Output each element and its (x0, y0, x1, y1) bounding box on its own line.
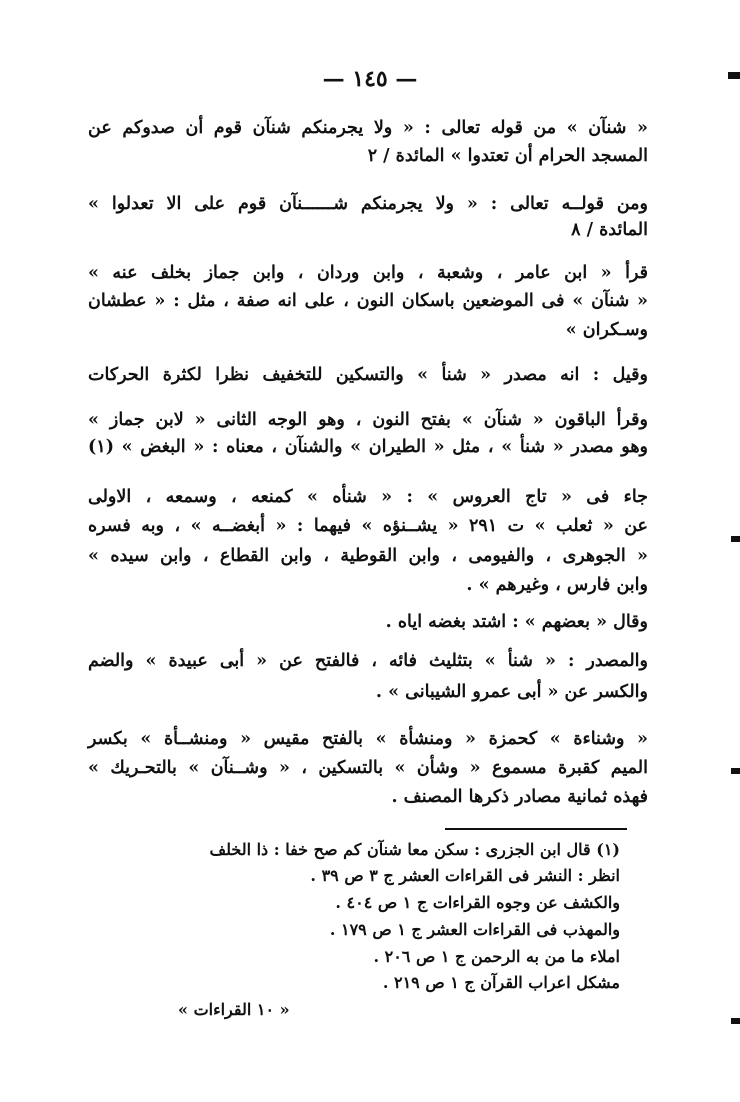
body-line: وقرأ الباقون « شنآن » بفتح النون ، وهو الوجه الثانى « لابن جماز » (88, 410, 648, 430)
page-number: — ١٤٥ — (322, 66, 418, 92)
body-line: جاء فى « تاج العروس » : « شنأه » كمنعه ، وسمعه ، الاولى (88, 487, 648, 507)
body-line: « وشناءة » كحمزة « ومنشأة » بالفتح مقيس « ومنشــأة » بكسر (88, 729, 648, 749)
footnote-line: مشكل اعراب القرآن ج ١ ص ٢١٩ . (382, 973, 620, 992)
footnote-line: املاء ما من به الرحمن ج ١ ص ٢٠٦ . (373, 947, 620, 966)
body-line: « الجوهرى ، والفيومى ، وابن القوطية ، وابن القطاع ، وابن سيده » (88, 546, 648, 566)
body-line: والمصدر : « شنأ » بتثليث فائه ، فالفتح عن « أبى عبيدة » والضم (88, 651, 648, 671)
body-line: وسـكران » (565, 320, 648, 340)
body-line: عن « ثعلب » ت ٢٩١ « يشــنؤه » فيهما : « أبغضــه » ، وبه فسره (88, 516, 648, 536)
signature-mark: « ١٠ القراءات » (178, 1000, 290, 1019)
scan-edge-mark (731, 536, 740, 542)
body-line: قرأ « ابن عامر ، وشعبة ، وابن وردان ، وابن جماز بخلف عنه » (88, 263, 648, 283)
body-line: وقال « بعضهم » : اشتد بغضه اياه . (385, 612, 648, 632)
body-line: فهذه ثمانية مصادر ذكرها المصنف . (391, 787, 648, 807)
body-line: وابن فارس ، وغيرهم » . (466, 575, 648, 595)
body-line: ومن قولــه تعالى : « ولا يجرمنكم شــــــنآن قوم على الا تعدلوا » (88, 194, 648, 214)
body-line: الميم كقبرة مسموع « وشأن » بالتسكين ، « وشــنآن » بالتحـريك » (88, 758, 648, 778)
body-line: وهو مصدر « شنأ » ، مثل « الطيران » والشنآن ، معناه : « البغض » (١) (88, 437, 648, 457)
scan-edge-mark (731, 768, 740, 774)
body-line: « شنآن » من قوله تعالى : « ولا يجرمنكم شنآن قوم أن صدوكم عن (88, 118, 648, 138)
footnote-line: (١) قال ابن الجزرى : سكن معا شنآن كم صح خفا : ذا الخلف (209, 840, 620, 859)
footnote-line: والكشف عن وجوه القراءات ج ١ ص ٤٠٤ . (335, 893, 620, 912)
body-line: المسجد الحرام أن تعتدوا » المائدة / ٢ (367, 146, 648, 166)
footnote-line: والمهذب فى القراءات العشر ج ١ ص ١٧٩ . (329, 920, 620, 939)
body-line: وقيل : انه مصدر « شنأ » والتسكين للتخفيف نظرا لكثرة الحركات (88, 365, 648, 385)
body-line: والكسر عن « أبى عمرو الشيبانى » . (375, 682, 648, 702)
scan-edge-mark (731, 1018, 740, 1024)
footnote-divider (445, 828, 627, 830)
body-line: المائدة / ٨ (571, 220, 648, 240)
body-line: « شنآن » فى الموضعين باسكان النون ، على انه صفة ، مثل : « عطشان (88, 291, 648, 311)
footnote-line: انظر : النشر فى القراءات العشر ج ٣ ص ٣٩ . (310, 866, 620, 885)
scan-edge-mark (728, 72, 740, 79)
